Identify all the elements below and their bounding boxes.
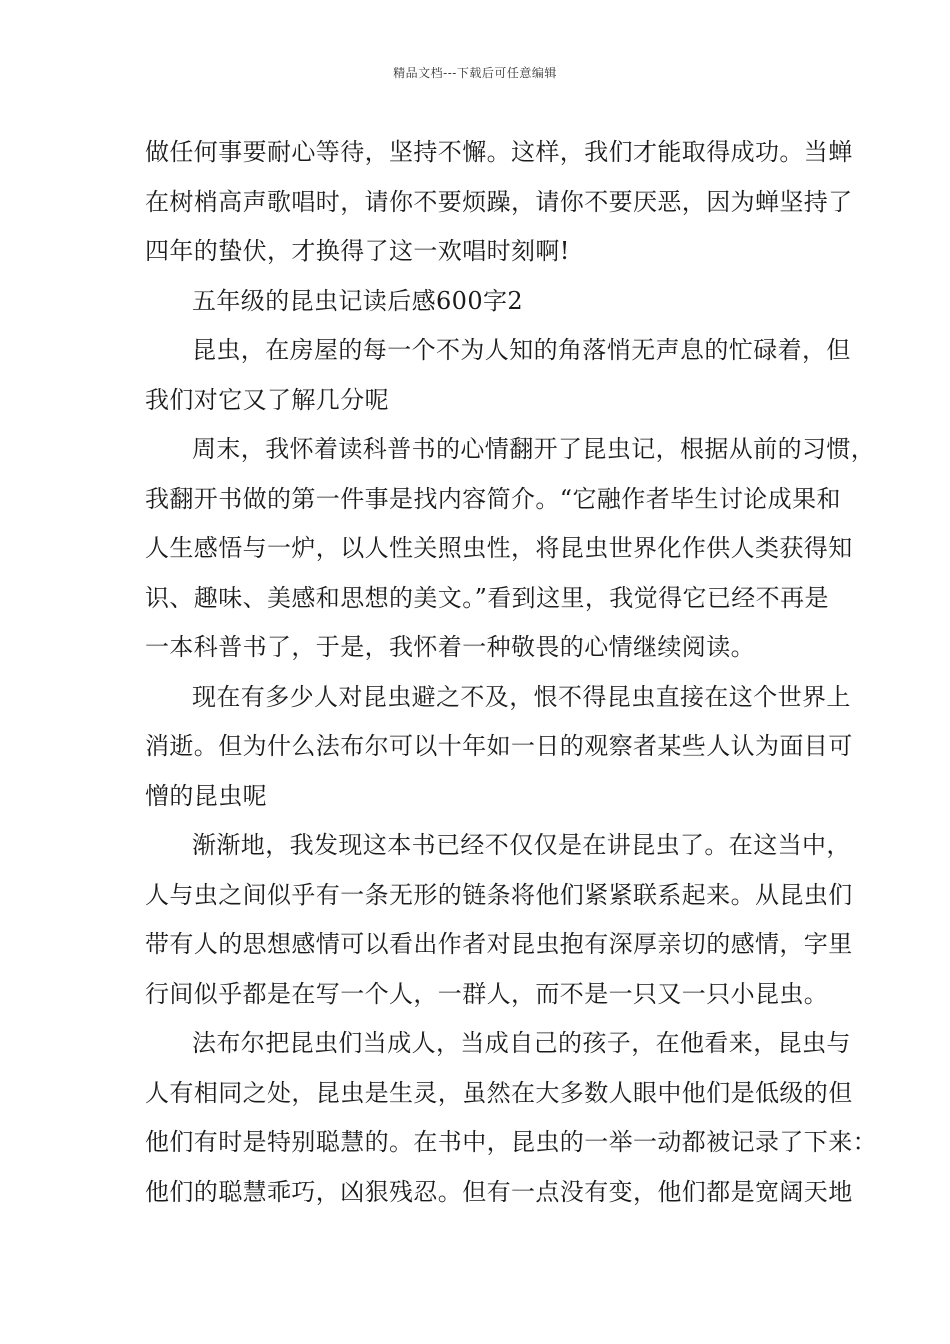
text-line: 他们的聪慧乖巧，凶狠残忍。但有一点没有变，他们都是宽阔天地 [145, 1177, 853, 1206]
text-line: 一本科普书了，于是，我怀着一种敬畏的心情继续阅读。 [145, 633, 755, 661]
text-line: 人与虫之间似乎有一条无形的链条将他们紧紧联系起来。从昆虫们 [145, 880, 853, 909]
text-line: 我们对它又了解几分呢 [145, 385, 389, 414]
page-header: 精品文档---下载后可任意编辑 [393, 66, 557, 80]
text-line: 憎的昆虫呢 [145, 781, 267, 810]
text-line: 我翻开书做的第一件事是找内容简介。“它融作者毕生讨论成果和 [145, 484, 841, 513]
text-line: 人有相同之处，昆虫是生灵，虽然在大多数人眼中他们是低级的但 [145, 1078, 853, 1107]
text-line: 识、趣味、美感和思想的美文。”看到这里，我觉得它已经不再是 [145, 583, 829, 612]
text-line: 昆虫，在房屋的每一个不为人知的角落悄无声息的忙碌着，但 [192, 336, 851, 364]
text-line: 在树梢高声歌唱时，请你不要烦躁，请你不要厌恶，因为蝉坚持了 [145, 187, 853, 216]
text-line: 他们有时是特别聪慧的。在书中，昆虫的一举一动都被记录了下来： [145, 1128, 877, 1156]
text-line: 人生感悟与一炉，以人性关照虫性，将昆虫世界化作供人类获得知 [145, 534, 853, 562]
text-line: 四年的蛰伏，才换得了这一欢唱时刻啊! [145, 237, 570, 265]
section-title: 五年级的昆虫记读后感600字2 [192, 286, 524, 315]
text-line: 消逝。但为什么法布尔可以十年如一日的观察者某些人认为面目可 [145, 732, 853, 760]
text-line: 做任何事要耐心等待，坚持不懈。这样，我们才能取得成功。当蝉 [145, 138, 853, 166]
text-line: 渐渐地，我发现这本书已经不仅仅是在讲昆虫了。在这当中， [192, 831, 851, 859]
text-line: 行间似乎都是在写一个人，一群人，而不是一只又一只小昆虫。 [145, 979, 829, 1008]
document-body [145, 128, 877, 1217]
text-line: 周末，我怀着读科普书的心情翻开了昆虫记，根据从前的习惯， [192, 435, 876, 463]
text-line: 现在有多少人对昆虫避之不及，恨不得昆虫直接在这个世界上 [192, 682, 851, 711]
text-line: 带有人的思想感情可以看出作者对昆虫抱有深厚亲切的感情，字里 [145, 930, 853, 958]
text-line: 法布尔把昆虫们当成人，当成自己的孩子，在他看来，昆虫与 [192, 1029, 851, 1057]
